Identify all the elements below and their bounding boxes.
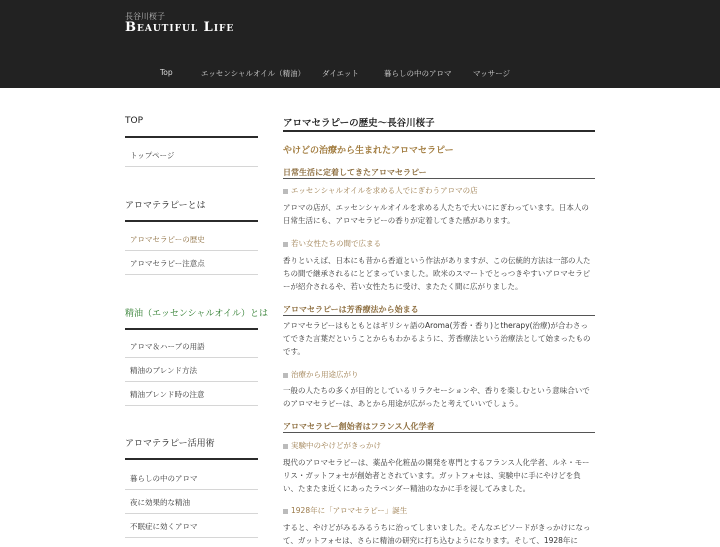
subsection-heading-text: 治療から用途広がり [291,370,359,379]
title-rule [283,130,595,132]
sidebar-heading-top: TOP [125,116,144,126]
section-rule [283,315,595,316]
paragraph: 現代のアロマセラピーは、薬品や化粧品の開発を専門とするフランス人化学者、ルネ・モーリス・ガットフォセが創始者とされています。ガットフォセは、実験中に手にやけどを負い、たまたま近くにあったラベンダー精油のなかに手を浸してみました。 [283,458,590,493]
sidebar-rule [125,328,258,330]
section-rule [283,432,595,433]
site-title[interactable]: Beautiful Life [125,20,235,35]
subsection-heading-text: エッセンシャルオイルを求める人でにぎわうアロマの店 [291,186,478,195]
page-title: アロマセラピーの歴史～長谷川桜子 [283,118,435,129]
nav-item-essential-oil[interactable]: エッセンシャルオイル（精油） [201,69,306,78]
site-header [0,0,720,88]
sidebar-link-cautions[interactable]: アロマセラピー注意点 [125,251,258,275]
nav-item-massage[interactable]: マッサージ [473,69,511,78]
square-bullet-icon [283,444,288,449]
square-bullet-icon [283,242,288,247]
sidebar-link-home[interactable]: トップページ [125,143,258,167]
sidebar-rule [125,220,258,222]
square-bullet-icon [283,189,288,194]
sidebar-link-history[interactable]: アロマセラピーの歴史 [125,227,258,251]
sidebar-rule [125,458,258,460]
sidebar-heading-aromatherapy: アロマテラピーとは [125,201,206,211]
subsection-heading [283,505,407,516]
sidebar-link-night-oils[interactable]: 夜に効果的な精油 [125,490,258,514]
sidebar-link-glossary[interactable]: アロマ＆ハーブの用語 [125,334,258,358]
main-nav [0,68,720,80]
subsection-heading-text: 若い女性たちの間で広まる [291,239,381,248]
nav-item-diet[interactable]: ダイエット [322,69,359,78]
subsection-heading [283,238,381,249]
nav-item-top[interactable]: Top [160,68,173,77]
lead-heading: やけどの治療から生まれたアロマセラピー [283,146,454,156]
paragraph: すると、やけどがみるみるうちに治ってしまいました。そんなエピソードがきっかけになって、ガットフォセは、さらに精油の研究に打ち込むようになります。そして、1928年に [283,523,591,545]
sidebar-link-daily-aroma[interactable]: 暮らしの中のアロマ [125,466,258,490]
paragraph: アロマの店が、エッセンシャルオイルを求める人たちで大いににぎわっています。日本人の日常生活にも、アロマセラピーの香りが定着してきた感があります。 [283,203,589,225]
section-heading: 日常生活に定着してきたアロマセラピー [283,168,427,177]
nav-item-aroma-life[interactable]: 暮らしの中のアロマ [384,69,452,78]
sidebar-rule [125,136,258,138]
subsection-heading [283,185,478,196]
section-rule [283,178,595,179]
subsection-heading [283,369,359,380]
subsection-heading-text: 1928年に「アロマセラピー」誕生 [291,506,408,515]
square-bullet-icon [283,373,288,378]
square-bullet-icon [283,509,288,514]
paragraph: 一般の人たちの多くが目的としているリラクセーションや、香りを楽しむという意味合いでのアロマセラピーは、あとから用途が広がったと考えていいでしょう。 [283,386,590,408]
sidebar-heading-essential-oil: 精油（エッセンシャルオイル）とは [125,309,268,319]
sidebar-link-blend-method[interactable]: 精油のブレンド方法 [125,358,258,382]
sidebar-link-insomnia[interactable]: 不眠症に効くアロマ [125,514,258,538]
section-heading: アロマセラピー創始者はフランス人化学者 [283,422,435,431]
sidebar-link-blend-cautions[interactable]: 精油ブレンド時の注意 [125,382,258,406]
subsection-heading [283,440,381,451]
site-subtitle: 長谷川桜子 [125,12,165,21]
subsection-heading-text: 実験中のやけどがきっかけ [291,441,381,450]
section-heading: アロマセラピーは芳香療法から始まる [283,305,419,314]
paragraph: アロマセラピーはもともとはギリシャ語のAroma(芳香・香り)とtherapy(治療)が合わさってできた言葉だということからもわかるように、芳香療法という治療法として始まったものです。 [283,321,591,356]
paragraph: 香りといえば、日本にも昔から香道という作法がありますが、この伝統的方法は一部の人たちの間で継承されるにとどまっていました。欧米のスマートでとっつきやすいアロマセラピーが紹介されるや、若い女性たちに受け、またたく間に広がりました。 [283,256,591,291]
sidebar-heading-tips: アロマテラピー活用術 [125,439,215,449]
